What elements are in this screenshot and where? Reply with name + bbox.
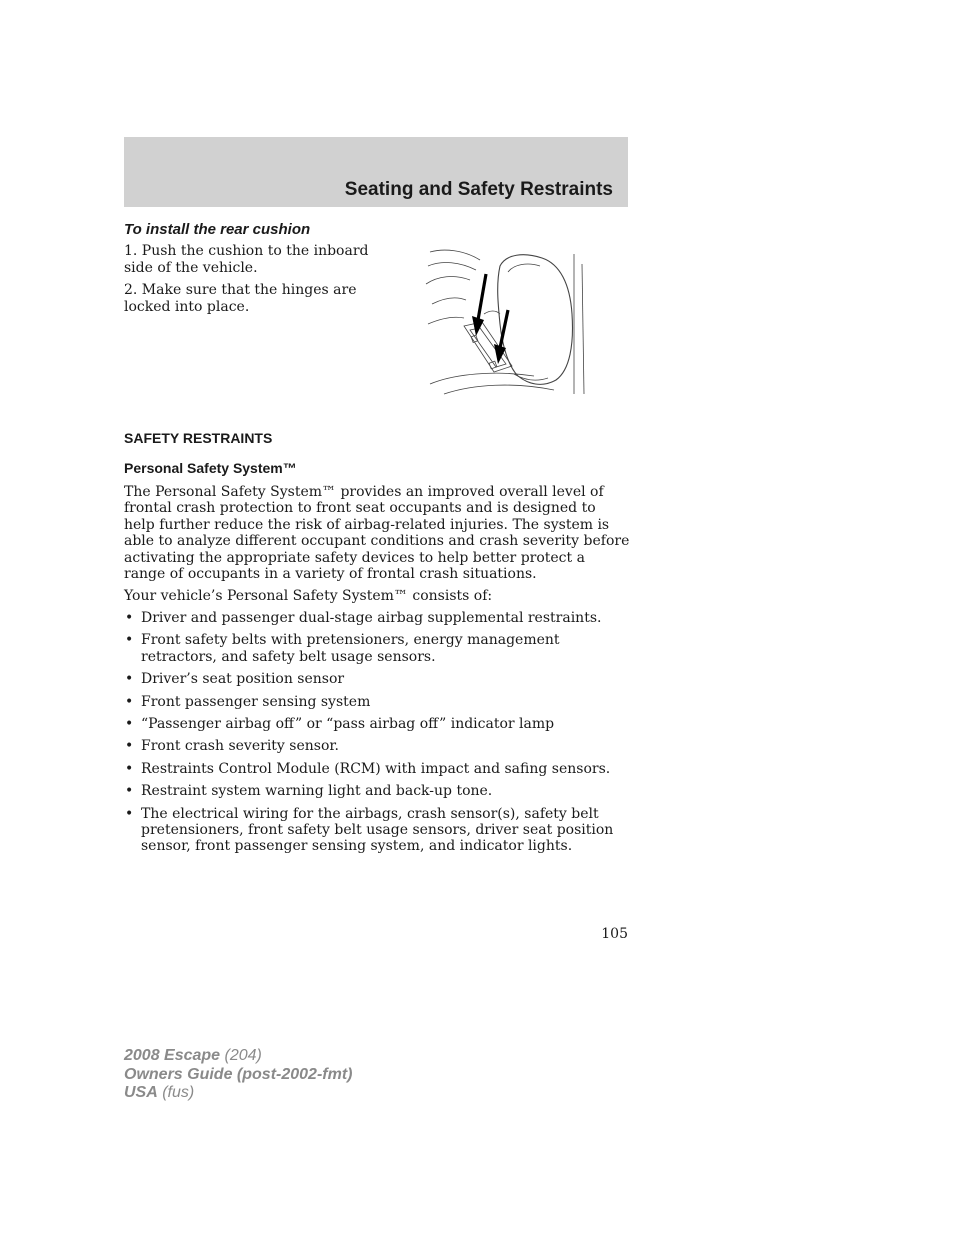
page-number: 105 (601, 926, 628, 942)
list-item (124, 694, 630, 710)
install-step-1: 1. Push the cushion to the inboard side of the vehicle. (124, 243, 369, 276)
bullet-glyph: • (125, 805, 134, 822)
list-item (124, 610, 630, 626)
consists-of-paragraph: Your vehicle’s Personal Safety System™ consists of: (124, 588, 493, 604)
list-item (124, 716, 630, 732)
bullet-glyph: • (125, 760, 134, 777)
footer-line-1 (124, 1047, 352, 1066)
install-heading: To install the rear cushion (124, 221, 311, 238)
safety-restraints-heading: SAFETY RESTRAINTS (124, 430, 273, 446)
bullet-glyph: • (125, 671, 134, 688)
bullet-glyph: • (125, 610, 134, 626)
section-header-band (124, 137, 628, 207)
document-footer (124, 1047, 352, 1103)
footer-model: 2008 Escape (124, 1047, 221, 1064)
bullet-glyph: • (125, 693, 134, 710)
list-item (124, 761, 630, 777)
bullet-glyph: • (125, 738, 134, 755)
list-item (124, 806, 630, 855)
list-item-text: Front safety belts with pretensioners, energy management retractors, and safety belt usage sensors. (141, 632, 560, 665)
list-item-text: “Passenger airbag off” or “pass airbag off” indicator lamp (141, 716, 555, 733)
install-step-2: 2. Make sure that the hinges are locked into place. (124, 282, 357, 315)
list-item (124, 632, 630, 665)
intro-paragraph: The Personal Safety System™ provides an improved overall level of frontal crash protection to front seat occupants and is designed to help further reduce the risk of airbag-related injuries. The system is able to analyze different occupant conditions and crash severity before activating the appropriate safety devices to help better protect a range of occupants in a variety of frontal crash situations. (124, 484, 630, 583)
footer-line-2: Owners Guide (post-2002-fmt) (124, 1065, 353, 1083)
list-item-text: Driver’s seat position sensor (141, 671, 345, 688)
list-item (124, 783, 630, 799)
list-item-text: Restraints Control Module (RCM) with impact and safing sensors. (141, 760, 611, 777)
list-item (124, 671, 630, 687)
system-components-list (124, 610, 630, 861)
footer-market-code: (fus) (157, 1084, 195, 1101)
list-item-text: Driver and passenger dual-stage airbag supplemental restraints. (141, 610, 602, 626)
footer-market: USA (124, 1084, 158, 1101)
footer-model-code: (204) (220, 1047, 262, 1064)
bullet-glyph: • (125, 783, 134, 800)
list-item (124, 738, 630, 754)
list-item-text: Front crash severity sensor. (141, 738, 339, 755)
section-title: Seating and Safety Restraints (344, 179, 613, 200)
bullet-glyph: • (125, 632, 134, 649)
list-item-text: Front passenger sensing system (141, 693, 371, 710)
list-item-text: The electrical wiring for the airbags, crash sensor(s), safety belt pretensioners, front safety belt usage sensors, driver seat position sensor, front passenger sensing system, and indicator lights. (141, 805, 614, 855)
list-item-text: Restraint system warning light and back-up tone. (141, 783, 493, 800)
footer-line-3 (124, 1084, 352, 1103)
bullet-glyph: • (125, 716, 134, 733)
rear-cushion-illustration (424, 244, 590, 404)
personal-safety-system-heading: Personal Safety System™ (124, 460, 297, 476)
